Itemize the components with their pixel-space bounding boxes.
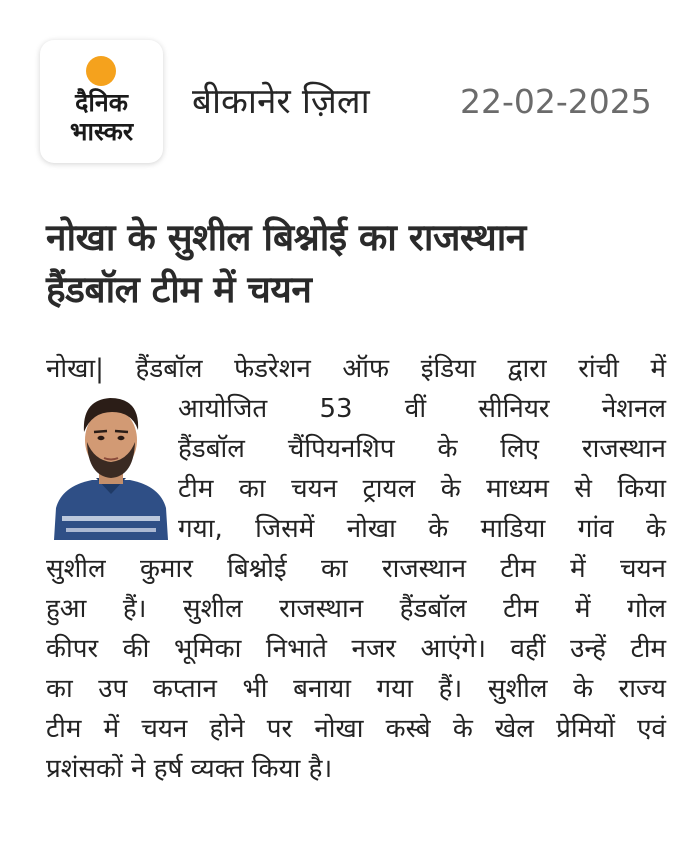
- article-headline: [46, 212, 666, 316]
- body-line: टीम में चयन होने पर नोखा कस्बे के खेल प्रेमियों एवं: [46, 714, 666, 744]
- body-line: आयोजित 53 वीं सीनियर नेशनल: [178, 394, 666, 424]
- body-line: नोखा| हैंडबॉल फेडरेशन ऑफ इंडिया द्वारा रांची में: [46, 354, 666, 384]
- edition-name: बीकानेर ज़िला: [192, 82, 370, 122]
- body-line: गया, जिसमें नोखा के माडिया गांव के: [178, 514, 666, 544]
- person-photo-icon: [52, 390, 170, 540]
- body-line: प्रशंसकों ने हर्ष व्यक्त किया है।: [46, 754, 333, 784]
- body-line: कीपर की भूमिका निभाते नजर आएंगे। वहीं उन्हें टीम: [46, 634, 666, 664]
- logo-sun-icon: [86, 56, 116, 86]
- player-photo: [52, 390, 170, 540]
- logo-text-line1: दैनिक: [75, 88, 128, 117]
- publication-date: 22-02-2025: [460, 82, 652, 121]
- logo-text-line2: भास्कर: [69, 117, 134, 146]
- body-line: सुशील कुमार बिश्नोई का राजस्थान टीम में चयन: [46, 554, 666, 584]
- headline-line-2: हैंडबॉल टीम में चयन: [46, 268, 312, 311]
- headline-line-1: नोखा के सुशील बिश्नोई का राजस्थान: [46, 216, 526, 259]
- body-line: हैंडबॉल चैंपियनशिप के लिए राजस्थान: [178, 434, 666, 464]
- newspaper-header: [0, 0, 699, 180]
- body-line: टीम का चयन ट्रायल के माध्यम से किया: [178, 474, 666, 504]
- body-line: हुआ हैं। सुशील राजस्थान हैंडबॉल टीम में गोल: [46, 594, 666, 624]
- body-line: का उप कप्तान भी बनाया गया हैं। सुशील के राज्य: [46, 674, 666, 704]
